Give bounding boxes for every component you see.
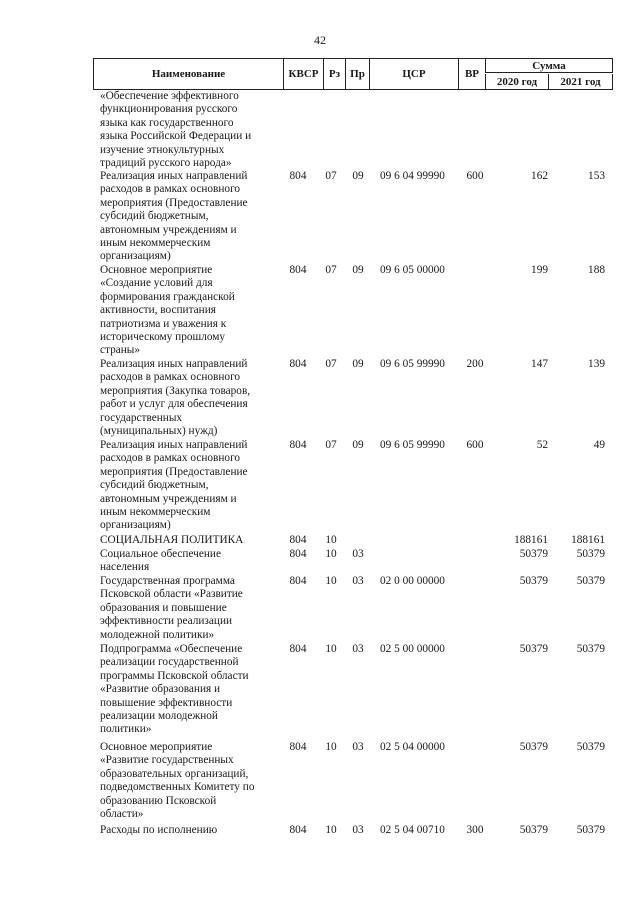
- row-s2020: 50379: [519, 643, 548, 655]
- header-2020: 2020 год: [485, 74, 548, 89]
- row-s2020: 188161: [514, 534, 548, 546]
- row-s2020: 50379: [519, 741, 548, 753]
- row-csr: 02 0 00 00000: [380, 575, 445, 587]
- header-kvsr: КВСР: [283, 59, 323, 89]
- row-pr: 03: [352, 741, 364, 753]
- row-csr: 02 5 04 00000: [380, 741, 445, 753]
- row-name: Социальное обеспечение населения: [100, 548, 221, 574]
- row-rz: 07: [325, 170, 337, 182]
- row-kvsr: 804: [289, 264, 307, 276]
- row-s2020: 147: [531, 358, 548, 370]
- row-s2020: 50379: [519, 575, 548, 587]
- row-csr: 02 5 00 00000: [380, 643, 445, 655]
- row-vr: 600: [466, 170, 484, 182]
- row-name: Основное мероприятие «Развитие государственных образовательных организаций, подведомственных Комитету по образованию Псковской области»: [100, 741, 255, 821]
- row-s2021: 188: [588, 264, 605, 276]
- row-csr: 09 6 05 99990: [380, 358, 445, 370]
- row-s2021: 188161: [571, 534, 605, 546]
- row-csr: 09 6 04 99990: [380, 170, 445, 182]
- row-name: Реализация иных направлений расходов в рамках основного мероприятия (Закупка товаров, работ и услуг для обеспечения государственных (муниципальных) нужд): [100, 358, 251, 438]
- row-name: Реализация иных направлений расходов в рамках основного мероприятия (Предоставление субсидий бюджетным, автономным учреждениям и иным некоммерческим организациям): [100, 170, 248, 263]
- row-pr: 09: [352, 439, 364, 451]
- page-number: 42: [314, 33, 326, 47]
- row-kvsr: 804: [289, 741, 307, 753]
- row-pr: 03: [352, 643, 364, 655]
- row-s2020: 52: [536, 439, 548, 451]
- row-kvsr: 804: [289, 170, 307, 182]
- row-kvsr: 804: [289, 358, 307, 370]
- row-name: «Обеспечение эффективного функционирования русского языка как государственного языка Российской Федерации и изучение этнокультурных традиций русского народа»: [100, 90, 252, 170]
- row-kvsr: 804: [289, 824, 307, 836]
- row-rz: 07: [325, 358, 337, 370]
- header-vr: ВР: [458, 59, 485, 89]
- row-s2020: 199: [531, 264, 548, 276]
- row-s2020: 50379: [519, 824, 548, 836]
- row-rz: 10: [325, 741, 337, 753]
- row-rz: 10: [325, 534, 337, 546]
- row-kvsr: 804: [289, 548, 307, 560]
- row-csr: 09 6 05 99990: [380, 439, 445, 451]
- header-pr: Пр: [345, 59, 369, 89]
- table-header: [93, 58, 613, 90]
- row-pr: 03: [352, 548, 364, 560]
- header-name: Наименование: [93, 59, 283, 89]
- row-rz: 10: [325, 575, 337, 587]
- row-vr: 600: [466, 439, 484, 451]
- row-name: Расходы по исполнению: [100, 824, 218, 836]
- row-kvsr: 804: [289, 534, 307, 546]
- row-csr: 02 5 04 00710: [380, 824, 445, 836]
- header-sum: Сумма: [485, 59, 613, 73]
- row-s2021: 49: [593, 439, 605, 451]
- row-s2021: 50379: [576, 741, 605, 753]
- row-kvsr: 804: [289, 643, 307, 655]
- row-kvsr: 804: [289, 575, 307, 587]
- row-name: СОЦИАЛЬНАЯ ПОЛИТИКА: [100, 534, 244, 546]
- row-pr: 03: [352, 824, 364, 836]
- row-kvsr: 804: [289, 439, 307, 451]
- row-s2021: 50379: [576, 643, 605, 655]
- row-rz: 10: [325, 824, 337, 836]
- row-s2021: 139: [588, 358, 605, 370]
- row-name: Подпрограмма «Обеспечение реализации государственной программы Псковской области «Развитие образования и повышение эффективности реализации молодежной политики»: [100, 643, 249, 736]
- row-rz: 10: [325, 643, 337, 655]
- row-rz: 10: [325, 548, 337, 560]
- row-pr: 03: [352, 575, 364, 587]
- row-name: Реализация иных направлений расходов в рамках основного мероприятия (Предоставление субсидий бюджетным, автономным учреждениям и иным некоммерческим организациям): [100, 439, 248, 532]
- row-rz: 07: [325, 264, 337, 276]
- row-pr: 09: [352, 170, 364, 182]
- row-s2021: 153: [588, 170, 605, 182]
- row-s2021: 50379: [576, 575, 605, 587]
- header-2021: 2021 год: [548, 74, 613, 89]
- row-pr: 09: [352, 264, 364, 276]
- row-s2021: 50379: [576, 824, 605, 836]
- header-rz: Рз: [323, 59, 345, 89]
- row-vr: 200: [466, 358, 484, 370]
- row-s2020: 50379: [519, 548, 548, 560]
- row-pr: 09: [352, 358, 364, 370]
- row-vr: 300: [466, 824, 484, 836]
- row-name: Основное мероприятие «Создание условий для формирования гражданской активности, воспитания патриотизма и уважения к историческому прошлому страны»: [100, 264, 235, 357]
- row-s2020: 162: [531, 170, 548, 182]
- header-csr: ЦСР: [369, 59, 458, 89]
- row-s2021: 50379: [576, 548, 605, 560]
- row-rz: 07: [325, 439, 337, 451]
- row-csr: 09 6 05 00000: [380, 264, 445, 276]
- row-name: Государственная программа Псковской области «Развитие образования и повышение эффективности реализации молодежной политики»: [100, 575, 243, 641]
